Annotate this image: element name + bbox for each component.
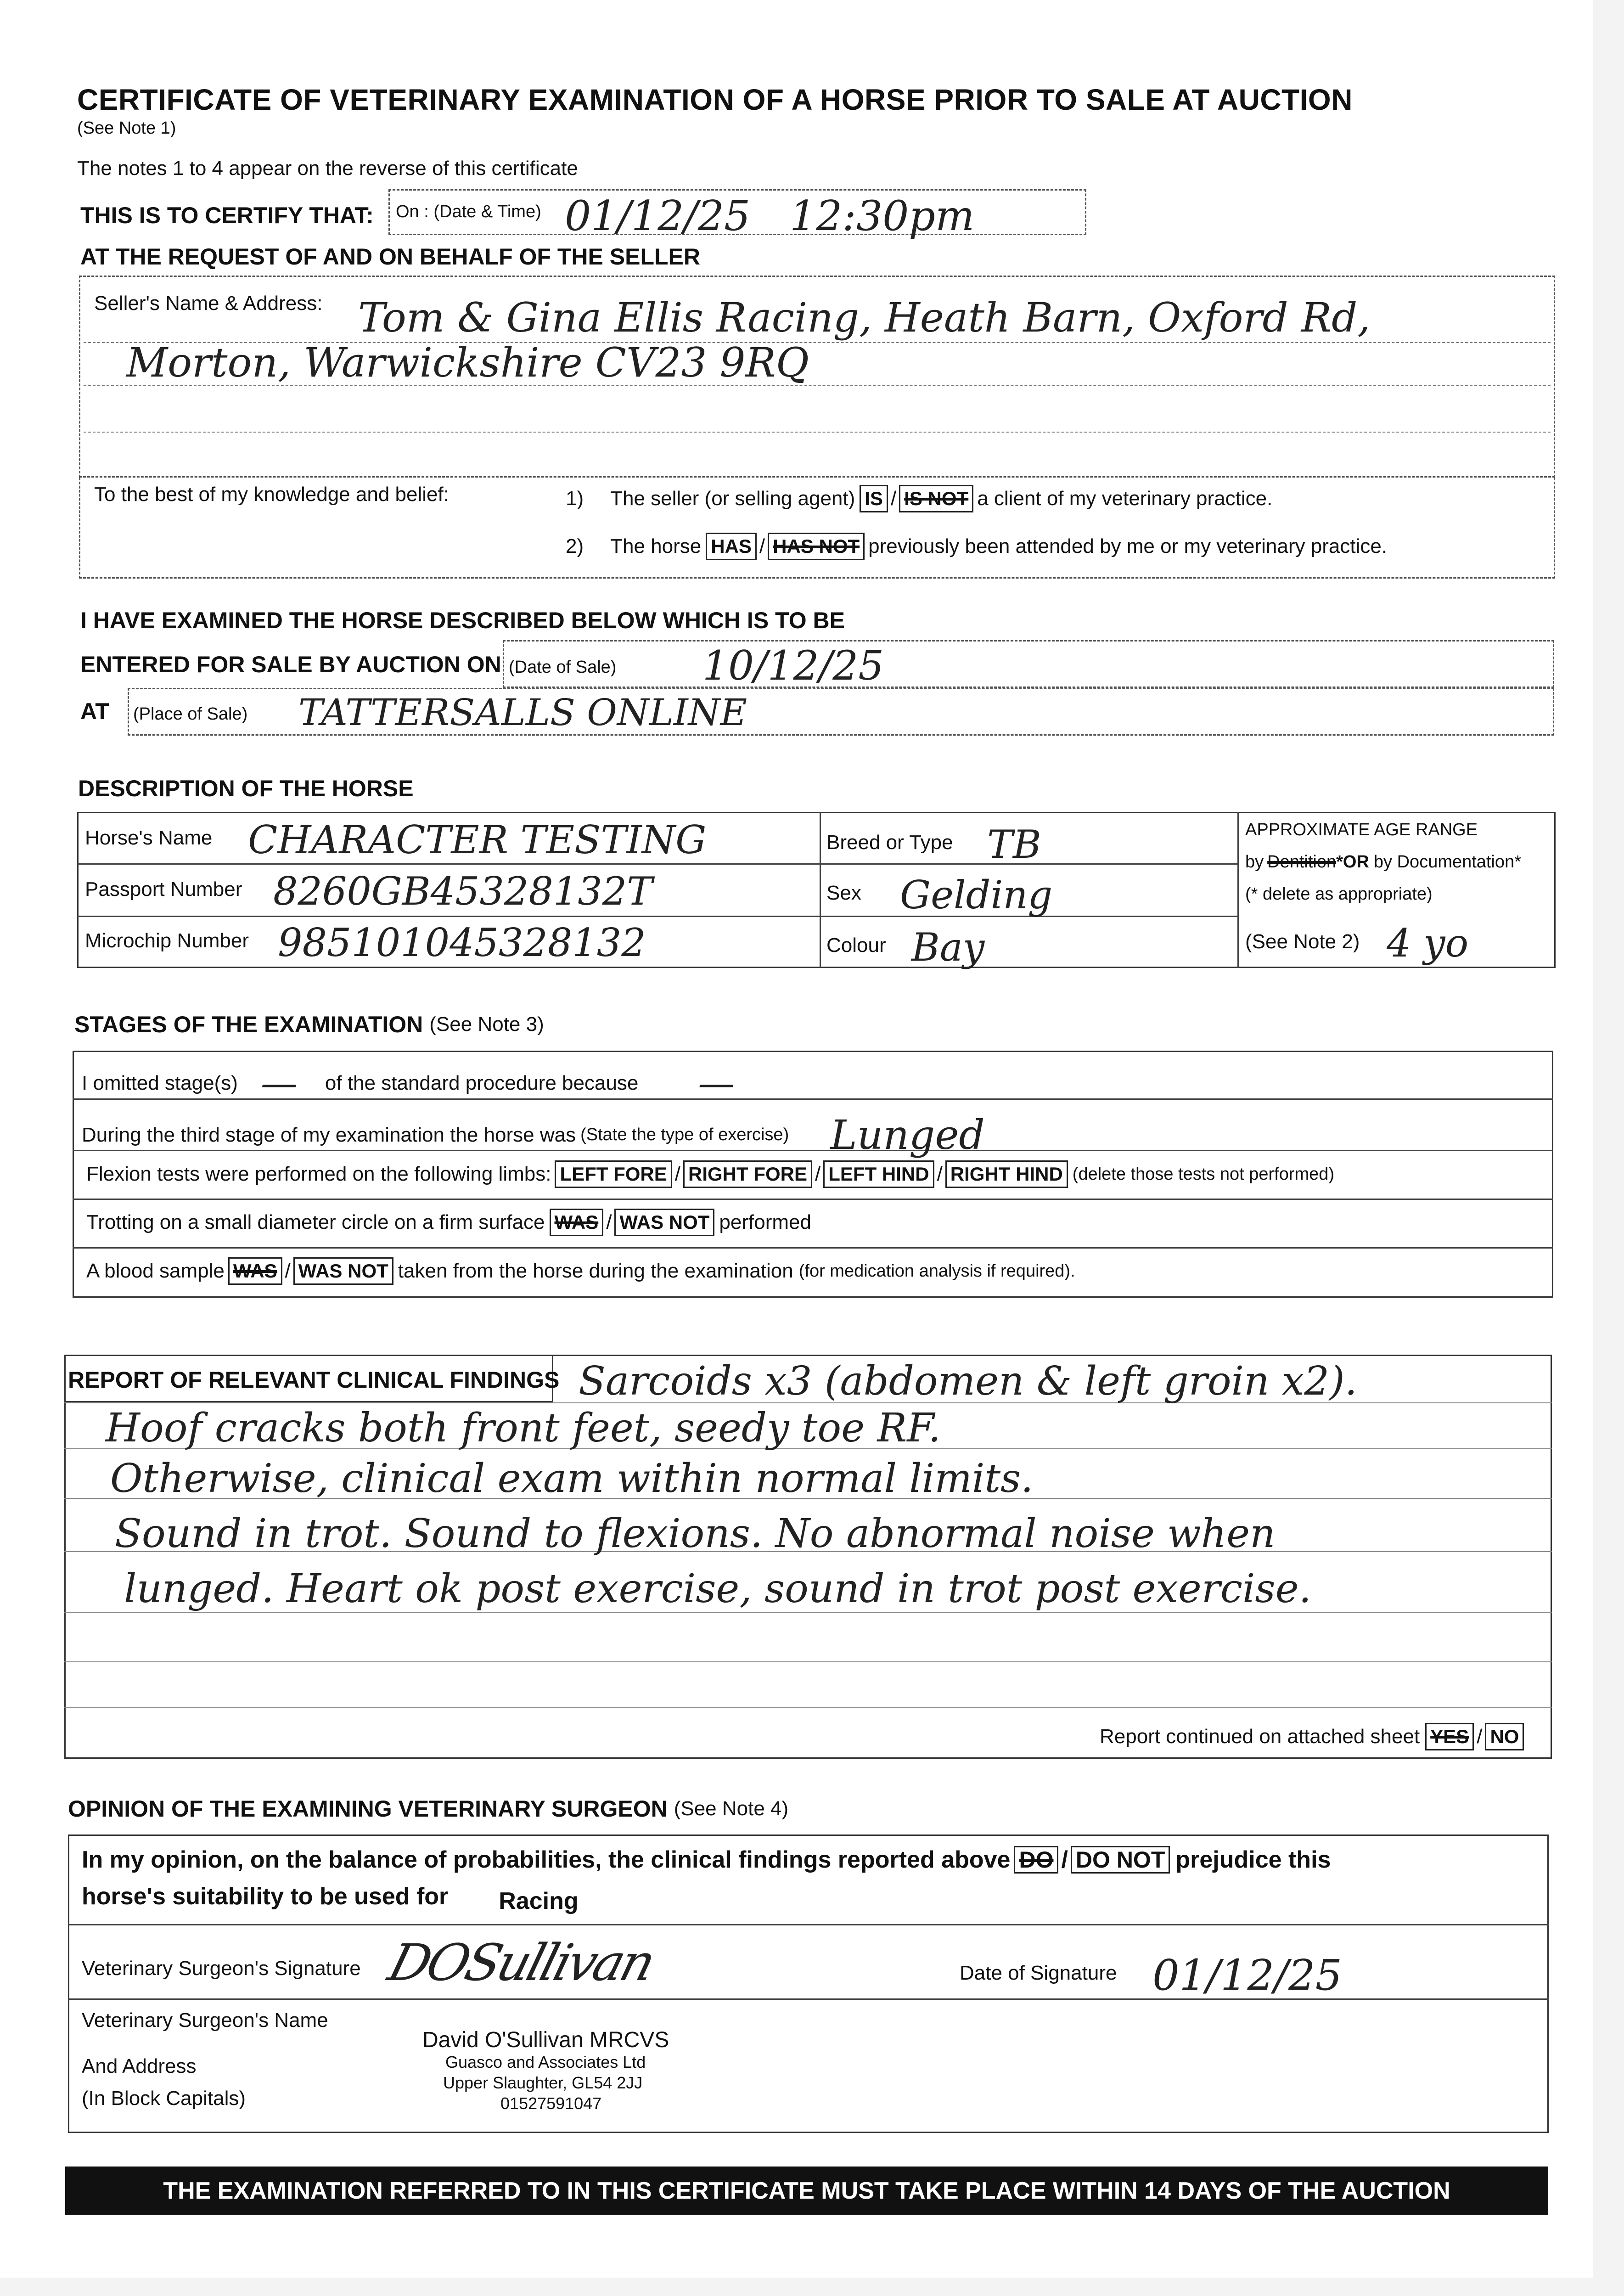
opinion-heading-row <box>68 1795 788 1822</box>
date-sig-label: Date of Signature <box>960 1962 1117 1984</box>
date-time-label: On : (Date & Time) <box>396 202 541 221</box>
opinion-do-not-option[interactable]: DO NOT <box>1071 1846 1170 1874</box>
place-of-sale: TATTERSALLS ONLINE <box>298 691 747 734</box>
opinion-use: Racing <box>499 1888 579 1914</box>
flexion-left-fore[interactable]: LEFT FORE <box>555 1160 672 1188</box>
age-dentition-option[interactable]: Dentition <box>1267 852 1337 872</box>
block-capitals-label: (In Block Capitals) <box>82 2087 246 2110</box>
vet-phone: 01527591047 <box>500 2094 602 2113</box>
age-value: 4 yo <box>1387 921 1469 966</box>
notes-line: The notes 1 to 4 appear on the reverse of this certificate <box>77 157 578 180</box>
flexion-row: Flexion tests were performed on the following limbs: LEFT FORE / RIGHT FORE / LEFT HIND / RIGHT HIND (delete those tests not performed) <box>86 1160 1334 1188</box>
colour: Bay <box>911 925 985 970</box>
attended-has-option[interactable]: HAS <box>706 533 757 560</box>
attended-has-not-option[interactable]: HAS NOT <box>768 533 865 560</box>
vet-signature: DOSullivan <box>382 1933 659 1992</box>
breed: TB <box>987 822 1041 867</box>
horse-name: CHARACTER TESTING <box>248 817 707 862</box>
at-label: AT <box>80 698 109 724</box>
colour-label: Colour <box>826 934 886 957</box>
age-method: by Dentition *OR by Documentation* <box>1245 852 1521 872</box>
vet-name: David O'Sullivan MRCVS <box>422 2028 669 2052</box>
see-note-1: (See Note 1) <box>77 118 176 138</box>
breed-label: Breed or Type <box>826 831 953 854</box>
microchip-number: 985101045328132 <box>278 920 646 965</box>
report-line-3: Otherwise, clinical exam within normal limits. <box>110 1456 1034 1502</box>
age-see-note: (See Note 2) <box>1245 930 1360 953</box>
opinion-heading: OPINION OF THE EXAMINING VETERINARY SURGEON <box>68 1796 668 1822</box>
omitted-value: — <box>260 1062 298 1104</box>
passport-number: 8260GB45328132T <box>273 869 653 914</box>
age-documentation-option[interactable]: by Documentation* <box>1373 852 1521 872</box>
belief-label: To the best of my knowledge and belief: <box>94 483 449 506</box>
continued-yes-option[interactable]: YES <box>1425 1723 1474 1750</box>
exam-date: 01/12/25 <box>565 192 751 240</box>
sex-label: Sex <box>826 882 861 904</box>
vet-address-label: And Address <box>82 2055 197 2077</box>
report-line-4: Sound in trot. Sound to flexions. No abnormal noise when <box>115 1511 1276 1557</box>
request-line: AT THE REQUEST OF AND ON BEHALF OF THE SELLER <box>80 244 700 270</box>
trot-was-not-option[interactable]: WAS NOT <box>614 1209 714 1236</box>
vet-name-label: Veterinary Surgeon's Name <box>82 2009 328 2032</box>
footer-banner: THE EXAMINATION REFERRED TO IN THIS CERTIFICATE MUST TAKE PLACE WITHIN 14 DAYS OF THE AUCTION <box>65 2167 1548 2215</box>
trot-row: Trotting on a small diameter circle on a firm surface WAS / WAS NOT performed <box>86 1209 811 1236</box>
because-value: — <box>698 1062 735 1104</box>
report-heading: REPORT OF RELEVANT CLINICAL FINDINGS <box>68 1367 560 1393</box>
date-of-sale-label: (Date of Sale) <box>509 658 617 677</box>
signature-label: Veterinary Surgeon's Signature <box>82 1957 361 1980</box>
certificate-title: CERTIFICATE OF VETERINARY EXAMINATION OF A HORSE PRIOR TO SALE AT AUCTION <box>77 83 1353 116</box>
microchip-label: Microchip Number <box>85 929 249 952</box>
vet-address-2: Upper Slaughter, GL54 2JJ <box>443 2073 643 2092</box>
date-of-signature: 01/12/25 <box>1152 1951 1343 2000</box>
omitted-row: I omitted stage(s) — of the standard procedure because — <box>82 1062 735 1104</box>
stages-note: (See Note 3) <box>429 1013 544 1035</box>
seller-line-1: Tom & Gina Ellis Racing, Heath Barn, Oxford Rd, <box>358 294 1371 341</box>
report-continued-row: Report continued on attached sheet YES / NO <box>1100 1723 1524 1750</box>
trot-was-option[interactable]: WAS <box>550 1209 604 1236</box>
report-line-2: Hoof cracks both front feet, seedy toe RF. <box>106 1405 941 1451</box>
client-is-option[interactable]: IS <box>860 485 888 512</box>
belief-item-1: 1) The seller (or selling agent) IS / IS NOT a client of my veterinary practice. <box>566 485 1272 512</box>
seller-line-2: Morton, Warwickshire CV23 9RQ <box>126 339 809 386</box>
blood-row: A blood sample WAS / WAS NOT taken from the horse during the examination (for medication analysis if required). <box>86 1257 1075 1285</box>
age-delete-note: (* delete as appropriate) <box>1245 884 1433 904</box>
opinion-note: (See Note 4) <box>674 1797 789 1820</box>
continued-no-option[interactable]: NO <box>1485 1723 1524 1750</box>
flexion-right-fore[interactable]: RIGHT FORE <box>683 1160 812 1188</box>
place-of-sale-label: (Place of Sale) <box>133 704 248 724</box>
blood-was-option[interactable]: WAS <box>228 1257 282 1285</box>
date-of-sale-field[interactable] <box>503 640 1554 688</box>
opinion-use-row: horse's suitability to be used for Racing <box>82 1883 579 1914</box>
vet-address-1: Guasco and Associates Ltd <box>445 2053 646 2071</box>
blood-was-not-option[interactable]: WAS NOT <box>293 1257 393 1285</box>
sex: Gelding <box>900 872 1053 917</box>
certify-label: THIS IS TO CERTIFY THAT: <box>80 203 374 228</box>
age-heading: APPROXIMATE AGE RANGE <box>1245 820 1478 839</box>
stages-heading-row <box>74 1011 544 1038</box>
passport-label: Passport Number <box>85 878 242 900</box>
third-stage-exercise: Lunged <box>830 1111 985 1159</box>
date-of-sale: 10/12/25 <box>702 642 884 689</box>
opinion-text-row: In my opinion, on the balance of probabilities, the clinical findings reported above DO / DO NOT prejudice this <box>82 1846 1331 1873</box>
stages-heading: STAGES OF THE EXAMINATION <box>74 1012 423 1037</box>
flexion-left-hind[interactable]: LEFT HIND <box>823 1160 934 1188</box>
description-heading: DESCRIPTION OF THE HORSE <box>78 776 414 801</box>
flexion-right-hind[interactable]: RIGHT HIND <box>945 1160 1068 1188</box>
third-stage-row: During the third stage of my examination the horse was (State the type of exercise) Lunged <box>82 1111 985 1159</box>
report-line-5: lunged. Heart ok post exercise, sound in trot post exercise. <box>124 1566 1311 1612</box>
opinion-do-option[interactable]: DO <box>1014 1846 1058 1874</box>
belief-item-2: 2) The horse HAS / HAS NOT previously been attended by me or my veterinary practice. <box>566 533 1387 560</box>
entered-label: ENTERED FOR SALE BY AUCTION ON <box>80 652 501 677</box>
seller-label: Seller's Name & Address: <box>94 292 323 315</box>
horse-name-label: Horse's Name <box>85 827 213 849</box>
report-line-1: Sarcoids x3 (abdomen & left groin x2). <box>579 1358 1357 1404</box>
examined-line: I HAVE EXAMINED THE HORSE DESCRIBED BELOW WHICH IS TO BE <box>80 608 845 633</box>
client-is-not-option[interactable]: IS NOT <box>899 485 973 512</box>
exam-time: 12:30pm <box>790 192 975 240</box>
